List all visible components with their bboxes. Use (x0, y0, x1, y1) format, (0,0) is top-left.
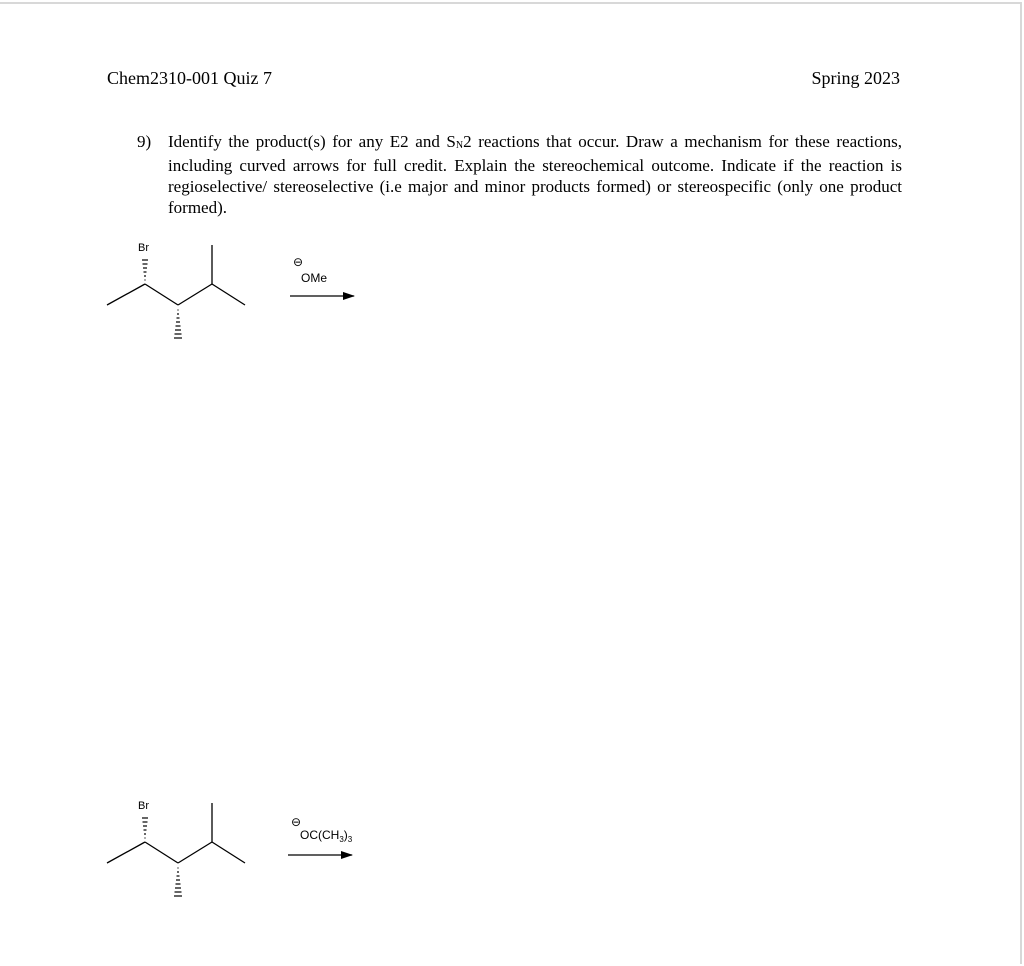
charge-symbol: ⊖ (293, 255, 304, 269)
course-title: Chem2310-001 Quiz 7 (107, 68, 272, 88)
term-label: Spring 2023 (811, 68, 900, 88)
reagent-prefix: OC(CH (300, 828, 340, 842)
bromine-label: Br (138, 800, 149, 812)
question-subscript: N (455, 140, 464, 151)
question-9 (137, 131, 902, 218)
reagent-label: OMe (301, 271, 328, 285)
question-text-part2: 2 reactions that occur. Draw a mechanism for these reactions, including curved arrows for full credit. Explain the stereochemical outcome. Indicate if the reaction is regioselective/ stereoselective (i.e major and minor products formed) or stereospecific (only one product formed). (168, 132, 902, 217)
bromine-label: Br (138, 242, 149, 254)
question-text (168, 131, 902, 218)
question-text-part1: Identify the product(s) for any E2 and S (168, 132, 456, 151)
reagent-subscript-2: 3 (347, 835, 353, 844)
question-number: 9) (137, 132, 152, 151)
reagent-subscript: 3 (339, 835, 344, 844)
reagent-mid: ) (343, 828, 348, 842)
charge-symbol: ⊖ (291, 815, 302, 829)
